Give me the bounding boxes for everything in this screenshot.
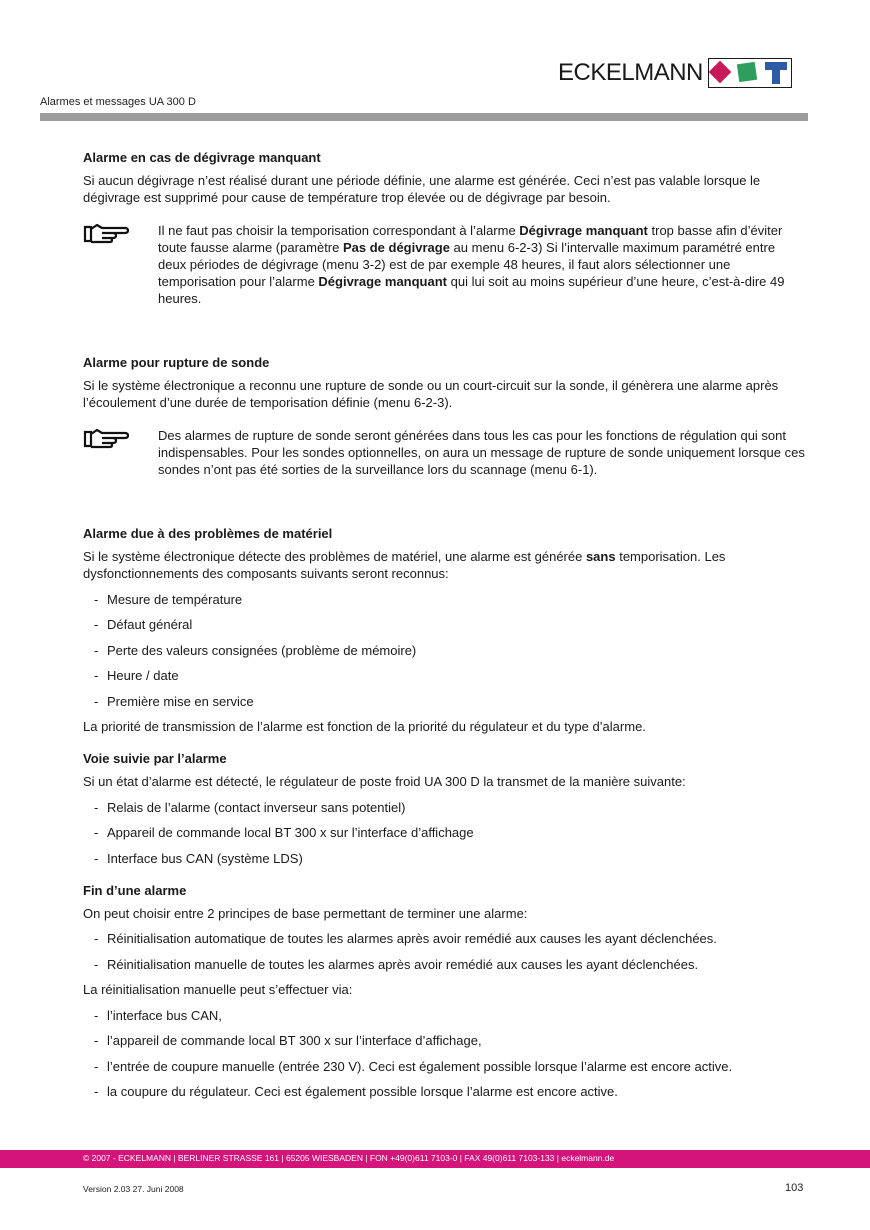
section-heading: Alarme en cas de dégivrage manquant (83, 150, 321, 165)
note-text-part: Il ne faut pas choisir la temporisation correspondant à l’alarme (158, 223, 520, 238)
logo-squares-icon (708, 58, 792, 88)
section-paragraph: La priorité de transmission de l’alarme est fonction de la priorité du régulateur et du type d’alarme. (83, 719, 646, 734)
section-heading: Alarme due à des problèmes de matériel (83, 526, 333, 541)
note-text (158, 222, 811, 307)
page-number: 103 (785, 1182, 804, 1194)
note-block (83, 427, 811, 478)
list-item: - l’interface bus CAN, (83, 1007, 811, 1024)
note-text-part: qui lui soit au moins supérieur d’une heure, c’est-à-dire 49 heures. (158, 274, 785, 306)
list-item: - Appareil de commande local BT 300 x sur l’interface d’affichage (83, 824, 811, 841)
manual-reset-list (83, 1007, 811, 1101)
list-item: - Perte des valeurs consignées (problème de mémoire) (83, 642, 811, 659)
list-item: - l’appareil de commande local BT 300 x sur l’interface d’affichage, (83, 1032, 811, 1049)
section-heading: Alarme pour rupture de sonde (83, 355, 270, 370)
section-heading: Voie suivie par l’alarme (83, 751, 227, 766)
section-paragraph (83, 548, 811, 582)
pointing-hand-icon (83, 222, 158, 307)
section-alarm-end (83, 882, 811, 1101)
document-body (83, 149, 811, 1100)
logo-text: ECKELMANN (558, 59, 703, 86)
header-divider (40, 113, 808, 121)
note-bold-term: Dégivrage manquant (318, 274, 447, 289)
note-text-part: au menu 6-2-3) Si l’intervalle maximum paramétré entre deux périodes de dégivrage (menu 3-2) est de par exemple 48 heures, il faut alors sélectionner une temporisation pour l’alarme (158, 240, 776, 289)
section-alarm-path (83, 750, 811, 867)
footer-copyright: © 2007 - ECKELMANN | BERLINER STRASSE 161 | 65205 WIESBADEN | FON +49(0)611 7103-0 | FAX 49(0)611 7103-133 | eckelmann.de (83, 1153, 615, 1163)
note-text: Des alarmes de rupture de sonde seront générées dans tous les cas pour les fonctions de régulation qui sont indispensables. Pour les sondes optionnelles, on aura un message de rupture de sonde uniquement lorsque ces sondes n’ont pas été sorties de la surveillance lors du scannage (menu 6-1). (158, 428, 805, 477)
text-part: Si le système électronique détecte des problèmes de matériel, une alarme est générée (83, 549, 586, 564)
list-item: - Heure / date (83, 667, 811, 684)
section-paragraph: Si aucun dégivrage n’est réalisé durant une période définie, une alarme est générée. Ceci n’est pas valable lorsque le dégivrage est supprimé pour cause de température trop élevée ou de dégivrage par besoin. (83, 173, 761, 205)
note-bold-term: Dégivrage manquant (519, 223, 648, 238)
section-paragraph: La réinitialisation manuelle peut s’effectuer via: (83, 982, 353, 997)
version-info: Version 2.03 27. Juni 2008 (83, 1184, 184, 1194)
list-item: - Première mise en service (83, 693, 811, 710)
list-item: - Réinitialisation manuelle de toutes les alarmes après avoir remédié aux causes les ayant déclenchées. (83, 956, 811, 973)
list-item: - l’entrée de coupure manuelle (entrée 230 V). Ceci est également possible lorsque l’alarme est encore active. (83, 1058, 811, 1075)
section-paragraph: Si le système électronique a reconnu une rupture de sonde ou un court-circuit sur la sonde, il génèrera une alarme après l’écoulement d’une durée de temporisation définie (menu 6-2-3). (83, 378, 779, 410)
section-paragraph: Si un état d’alarme est détecté, le régulateur de poste froid UA 300 D la transmet de la manière suivante: (83, 774, 686, 789)
note-text-part: trop basse afin d’éviter toute fausse alarme (paramètre (158, 223, 783, 255)
hardware-list (83, 591, 811, 710)
list-item: - Mesure de température (83, 591, 811, 608)
section-paragraph: On peut choisir entre 2 principes de base permettant de terminer une alarme: (83, 905, 528, 921)
section-missing-defrost (83, 149, 811, 307)
text-part: temporisation. Les dysfonctionnements des composants suivants seront reconnus: (83, 549, 726, 581)
alarm-path-list (83, 799, 811, 867)
list-item: - Relais de l’alarme (contact inverseur sans potentiel) (83, 799, 811, 816)
list-item: - Réinitialisation automatique de toutes les alarmes après avoir remédié aux causes les ayant déclenchées. (83, 930, 811, 947)
note-bold-term: Pas de dégivrage (342, 240, 450, 255)
pointing-hand-icon (83, 427, 158, 478)
list-item: - Défaut général (83, 616, 811, 633)
bold-term: sans (585, 549, 616, 564)
list-item: - la coupure du régulateur. Ceci est également possible lorsque l’alarme est encore active. (83, 1083, 811, 1100)
section-heading: Fin d’une alarme (83, 882, 187, 898)
note-block (83, 222, 811, 307)
footer-bar (0, 1150, 870, 1168)
page-header-title: Alarmes et messages UA 300 D (40, 96, 196, 108)
list-item: - Interface bus CAN (système LDS) (83, 850, 811, 867)
section-hardware-problems (83, 525, 811, 735)
company-logo (558, 58, 792, 88)
reset-mode-list (83, 930, 811, 973)
section-probe-break (83, 354, 811, 478)
